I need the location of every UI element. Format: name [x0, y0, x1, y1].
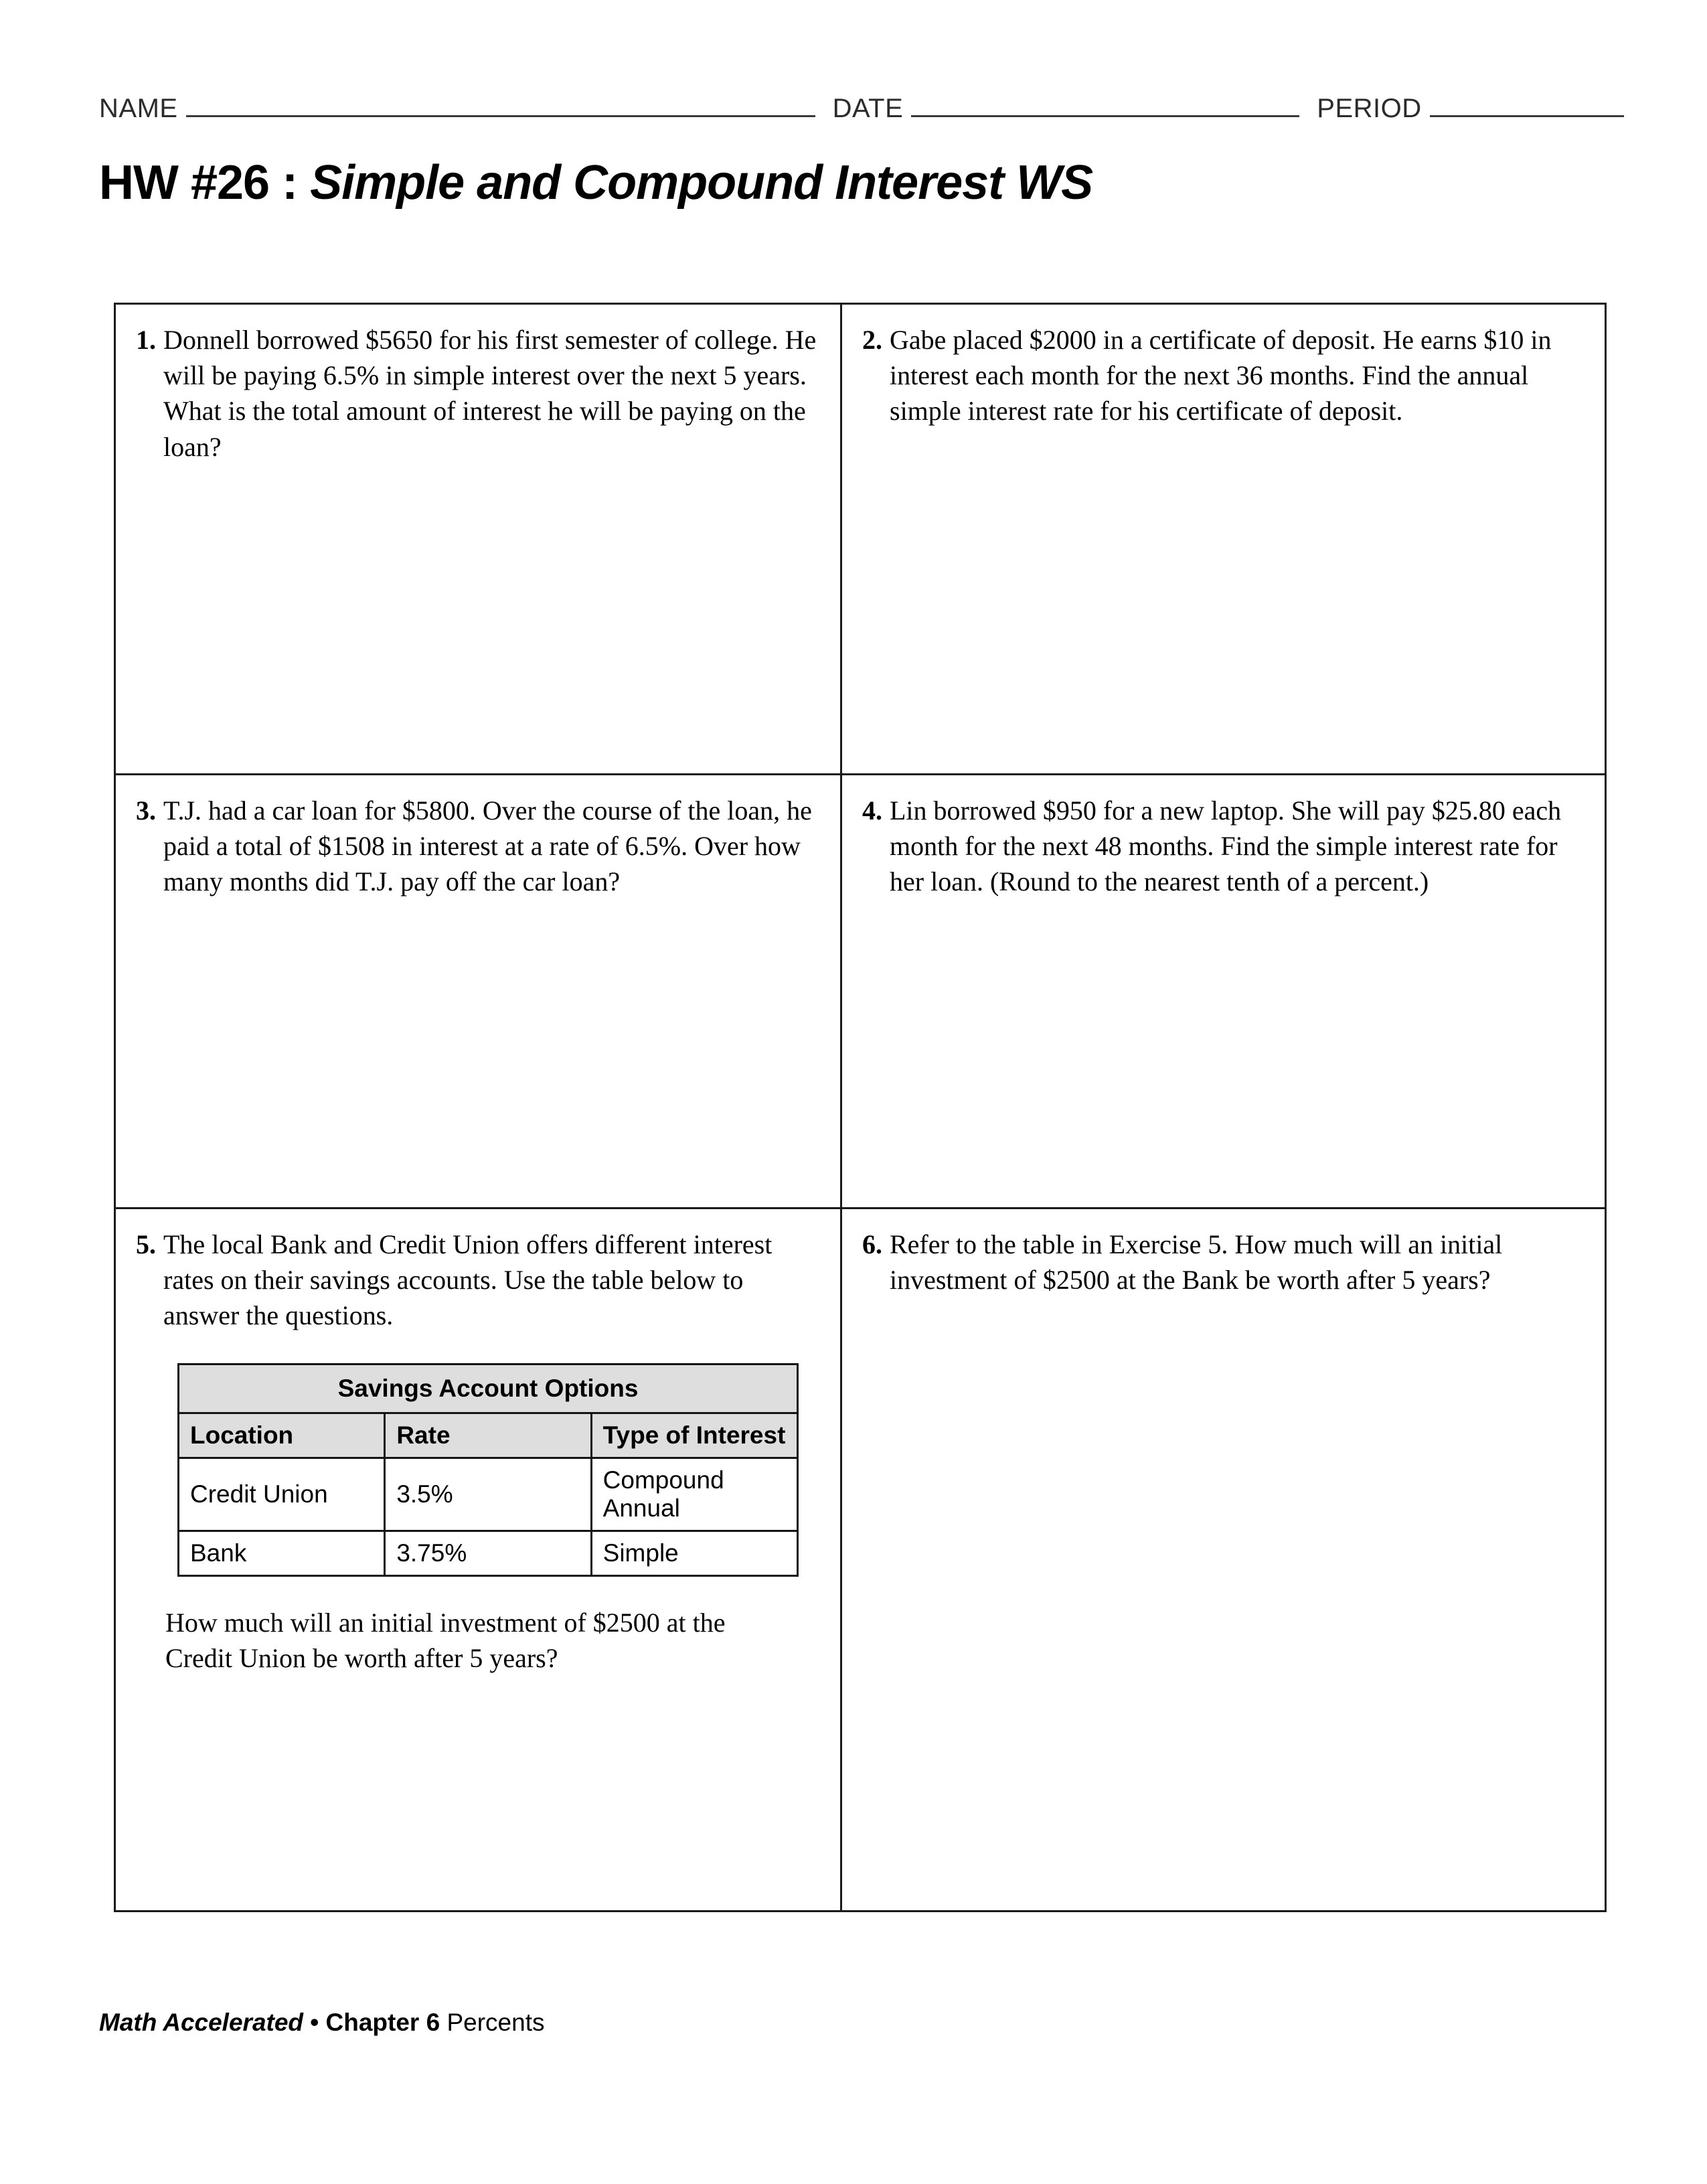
period-label: PERIOD: [1317, 94, 1422, 123]
savings-account-options-table: [177, 1363, 799, 1577]
page-title-subject: Simple and Compound Interest WS: [310, 156, 1093, 210]
column-header-type-of-interest: Type of Interest: [591, 1413, 797, 1458]
cell-type-of-interest: Compound Annual: [591, 1458, 797, 1531]
page-title: [99, 155, 1092, 210]
column-header-location: Location: [179, 1413, 385, 1458]
question-6: [862, 1227, 1584, 1298]
problem-cell-2: [842, 305, 1607, 775]
date-write-in-line[interactable]: [911, 115, 1299, 117]
question-2: [862, 322, 1584, 429]
footer-topic: Percents: [440, 2009, 545, 2036]
question-number: 5.: [136, 1229, 156, 1259]
page-footer: [99, 2009, 544, 2037]
footer-chapter: • Chapter 6: [303, 2009, 440, 2036]
problem-grid: [114, 303, 1607, 1912]
question-number: 2.: [862, 325, 882, 355]
column-header-rate: Rate: [385, 1413, 591, 1458]
table-row: [179, 1458, 798, 1531]
problem-cell-3: [116, 775, 842, 1209]
question-number: 4.: [862, 795, 882, 826]
question-3: [136, 793, 817, 900]
cell-rate: 3.75%: [385, 1531, 591, 1575]
footer-course: Math Accelerated: [99, 2009, 304, 2036]
table-row: [179, 1531, 798, 1575]
name-write-in-line[interactable]: [186, 115, 815, 117]
question-5: [136, 1227, 817, 1334]
question-text: Lin borrowed $950 for a new laptop. She will pay $25.80 each month for the next 48 months. Find the simple interest rate for her loan. (Round to the nearest tenth of a percent.): [890, 795, 1562, 897]
question-number: 1.: [136, 325, 156, 355]
question-1: [136, 322, 817, 465]
question-text: Donnell borrowed $5650 for his first semester of college. He will be paying 6.5% in simple interest over the next 5 years. What is the total amount of interest he will be paying on the loan?: [163, 325, 817, 462]
question-text: The local Bank and Credit Union offers different interest rates on their savings accounts. Use the table below to answer the questions.: [163, 1229, 773, 1331]
question-number: 6.: [862, 1229, 882, 1259]
cell-rate: 3.5%: [385, 1458, 591, 1531]
date-label: DATE: [832, 94, 904, 123]
table-caption: Savings Account Options: [179, 1364, 798, 1413]
problem-cell-4: [842, 775, 1607, 1209]
student-info-header: [99, 94, 1619, 124]
question-5-follow-up: How much will an initial investment of $2500 at the Credit Union be worth after 5 years?: [165, 1607, 726, 1673]
cell-location: Bank: [179, 1531, 385, 1575]
question-text: Refer to the table in Exercise 5. How much will an initial investment of $2500 at the Bank be worth after 5 years?: [890, 1229, 1503, 1296]
name-label: NAME: [99, 94, 178, 123]
question-text: Gabe placed $2000 in a certificate of deposit. He earns $10 in interest each month for the next 36 months. Find the annual simple interest rate for his certificate of deposit.: [890, 325, 1552, 426]
question-4: [862, 793, 1584, 900]
cell-type-of-interest: Simple: [591, 1531, 797, 1575]
question-number: 3.: [136, 795, 156, 826]
problem-cell-1: [116, 305, 842, 775]
question-text: T.J. had a car loan for $5800. Over the course of the loan, he paid a total of $1508 in interest at a rate of 6.5%. Over how many months did T.J. pay off the car loan?: [163, 795, 812, 897]
problem-cell-5: [116, 1209, 842, 1910]
table-header-row: [179, 1413, 798, 1458]
period-write-in-line[interactable]: [1430, 115, 1624, 117]
page-title-prefix: HW #26 :: [99, 156, 311, 210]
problem-cell-6: [842, 1209, 1607, 1910]
table-caption-row: [179, 1364, 798, 1413]
cell-location: Credit Union: [179, 1458, 385, 1531]
